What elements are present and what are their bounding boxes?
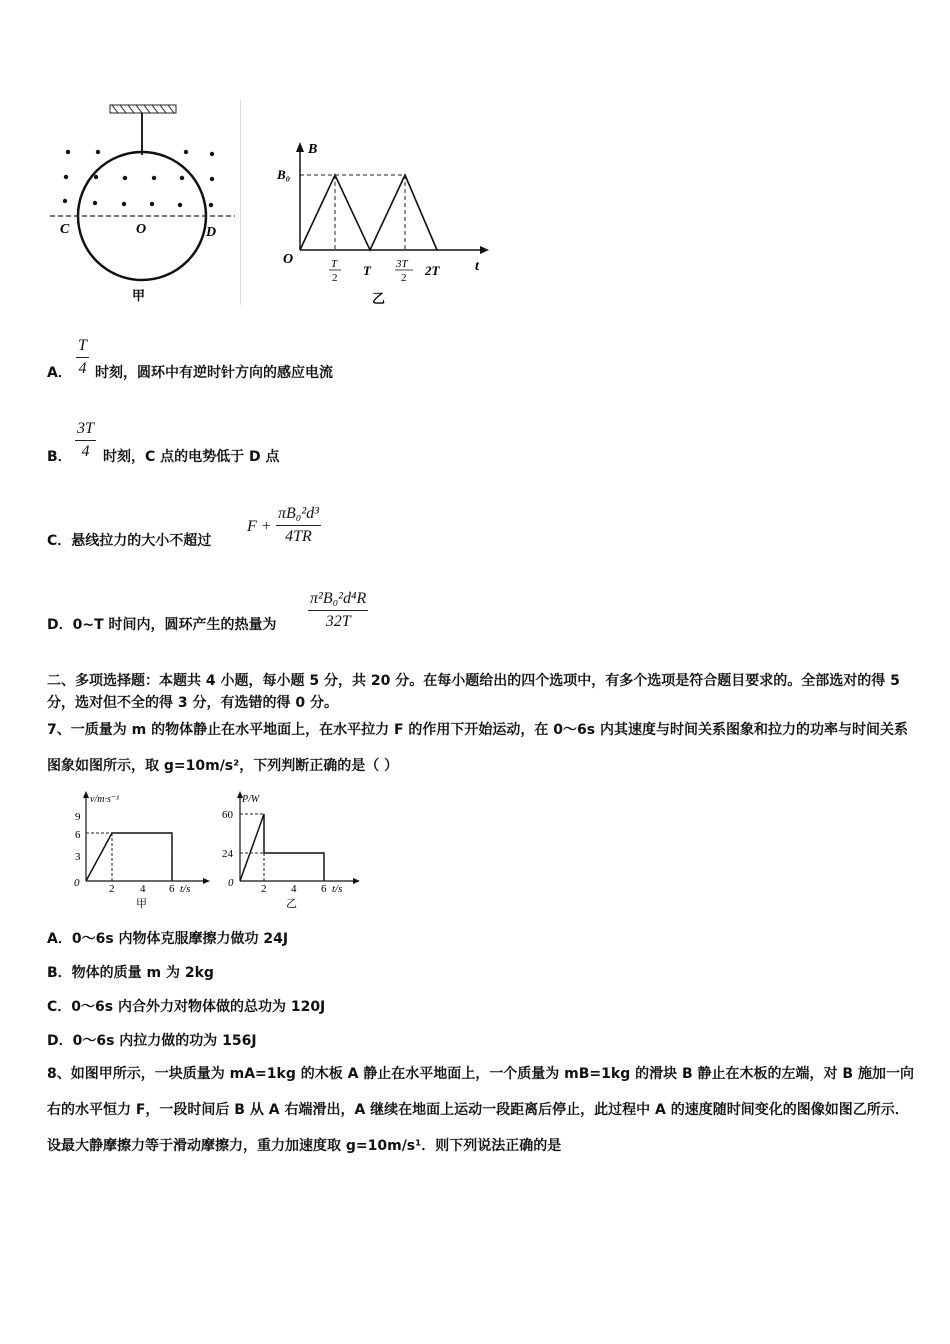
pt-xtick-6: 6 <box>321 883 327 895</box>
pt-ytick-24: 24 <box>222 848 233 860</box>
q7-option-c[interactable]: C．0～6s 内合外力对物体做的总功为 120J <box>47 999 326 1015</box>
q6-option-a-key: A． <box>47 365 72 381</box>
q7-option-d[interactable]: D．0～6s 内拉力做的功为 156J <box>47 1033 257 1049</box>
section2-heading: 二、多项选择题：本题共 4 小题，每小题 5 分，共 20 分。在每小题给出的四个选项中，有多个选项是符合题目要求的。全部选对的得 5 分，选对但不全的得 3 分，有选错的得 0 分。 <box>47 673 900 711</box>
vt-ytick-6: 6 <box>75 829 81 841</box>
label-c: C <box>60 222 70 237</box>
pt-xtick-4: 4 <box>291 883 297 895</box>
label-o: O <box>136 222 147 237</box>
label-origin: O <box>283 252 294 267</box>
vt-xtick-4: 4 <box>140 883 146 895</box>
q6-option-b-key: B． <box>47 449 72 465</box>
q7-option-b[interactable]: B．物体的质量 m 为 2kg <box>47 965 214 981</box>
label-b0: B₀ <box>277 167 291 182</box>
pt-xlabel: t/s <box>332 883 343 895</box>
vt-ytick-9: 9 <box>75 811 81 823</box>
q6-option-d[interactable] <box>47 614 277 634</box>
q6-option-d-text: 0~T 时间内，圆环产生的热量为 <box>72 617 277 633</box>
axis-b: B <box>308 142 318 157</box>
axis-t: t <box>475 259 479 274</box>
q6-option-b-fraction: $\frac{3T}{4}$ <box>77 420 94 460</box>
figure-divider <box>240 100 241 305</box>
q6-option-d-key: D． <box>47 617 73 633</box>
q6-option-c-text: 悬线拉力的大小不超过 <box>71 533 212 549</box>
label-d: D <box>206 225 217 240</box>
vt-ytick-3: 3 <box>75 851 81 863</box>
tick-3t-half-num: 3T <box>396 258 408 270</box>
tick-t-half-den: 2 <box>332 272 338 284</box>
q6-option-a-fraction: $\frac{T}{4}$ <box>78 337 87 377</box>
q6-option-c-key: C． <box>47 533 72 549</box>
caption-yi: 乙 <box>372 291 386 306</box>
vt-xtick-6: 6 <box>169 883 175 895</box>
vt-caption: 甲 <box>136 898 147 910</box>
pt-ylabel: P/W <box>242 794 260 805</box>
tick-2t: 2T <box>425 263 440 278</box>
q6-option-c[interactable] <box>47 530 211 550</box>
q6-option-c-fraction: $\frac{\text{πB₀²d³}}{4TR}$ <box>278 505 319 545</box>
pt-caption: 乙 <box>286 898 297 910</box>
tick-3t-half-den: 2 <box>401 272 407 284</box>
pt-ytick-60: 60 <box>222 809 233 821</box>
q7-option-a[interactable]: A．0～6s 内物体克服摩擦力做功 24J <box>47 931 289 947</box>
q6-option-a[interactable] <box>47 362 72 382</box>
q7-stem: 7、一质量为 m 的物体静止在水平地面上，在水平拉力 F 的作用下开始运动，在 0～6s 内其速度与时间关系图象和拉力的功率与时间关系图象如图所示，取 g=10m/s²，下列判断正确的是（ ） <box>47 722 908 774</box>
q8-stem: 8、如图甲所示，一块质量为 mA=1kg 的木板 A 静止在水平地面上，一个质量为 mB=1kg 的滑块 B 静止在木板的左端，对 B 施加一向右的水平恒力 F，一段时间后 B 从 A 右端滑出，A 继续在地面上运动一段距离后停止，此过程中 A 的速度随时间变化的图像如图乙所示．设最大静摩擦力等于滑动摩擦力，重力加速度取 g=10m/s¹．则下列说法正确的是 <box>47 1066 914 1154</box>
q6-option-b-text: 时刻，C 点的电势低于 D 点 <box>103 449 280 465</box>
q6-option-a-text: 时刻，圆环中有逆时针方向的感应电流 <box>95 365 333 381</box>
caption-jia: 甲 <box>132 288 146 303</box>
vt-xlabel: t/s <box>180 883 191 895</box>
tick-t: T <box>363 263 371 278</box>
pt-xtick-2: 2 <box>261 883 267 895</box>
tick-t-half-num: T <box>331 258 338 270</box>
q6-option-c-expr: F + <box>247 518 272 535</box>
power-time-graph <box>218 788 363 913</box>
vt-ylabel: v/m·s⁻¹ <box>90 794 120 805</box>
b-t-graph <box>275 135 495 310</box>
ring-figure <box>40 95 250 310</box>
q6-option-b[interactable] <box>47 446 72 466</box>
pt-origin: 0 <box>228 877 234 889</box>
vt-xtick-2: 2 <box>109 883 115 895</box>
vt-origin: 0 <box>74 877 80 889</box>
q6-option-d-fraction: $\frac{\text{π²B₀²d⁴R}}{32T}$ <box>310 590 367 630</box>
velocity-time-graph <box>68 788 213 913</box>
